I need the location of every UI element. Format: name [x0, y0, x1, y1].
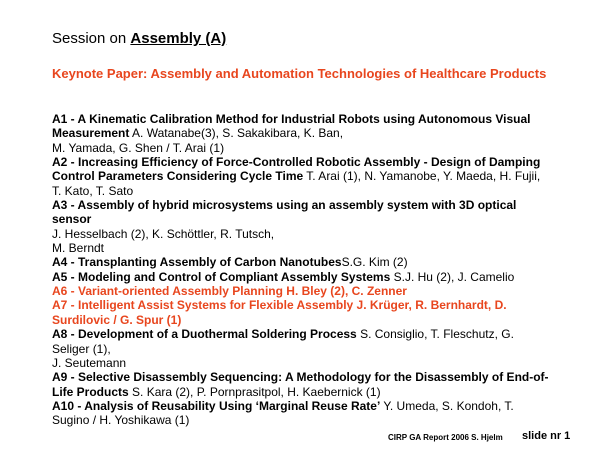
paper-authors-extra: T. Kato, T. Sato: [52, 183, 134, 198]
paper-authors-extra: M. Berndt: [52, 241, 105, 256]
paper-title: A1 - A Kinematic Calibration Method for Industrial Robots using Autonomous Visual Measurement: [52, 112, 531, 141]
paper-title: A8 - Development of a Duothermal Soldering Process: [52, 327, 357, 342]
paper-authors: Y. Umeda, S. Kondoh, T. Sugino / H. Yoshikawa (1): [52, 398, 514, 428]
paper-title: A4 - Transplanting Assembly of Carbon Nanotubes: [52, 255, 342, 270]
paper-title: A2 - Increasing Efficiency of Force-Controlled Robotic Assembly - Design of Damping Control Parameters Considering Cycle Time: [52, 155, 541, 184]
paper-title: A3 - Assembly of hybrid microsystems using an assembly system with 3D optical sensor: [52, 198, 517, 227]
paper-entry-highlight: A7 - Intelligent Assist Systems for Flexible Assembly J. Krüger, R. Bernhardt, D. Surdilovic / G. Spur (1): [52, 298, 507, 327]
paper-entry: [52, 198, 552, 227]
session-heading: [52, 30, 226, 48]
paper-entry: [52, 270, 552, 284]
paper-authors: S. Consiglio, T. Fleschutz, G. Seliger (1),: [52, 327, 514, 356]
paper-authors: S. Kara (2), P. Pornprasitpol, H. Kaebernick (1): [128, 384, 381, 399]
paper-entry-highlight: A6 - Variant-oriented Assembly Planning H. Bley (2), C. Zenner: [52, 284, 407, 299]
paper-entry: [52, 155, 552, 184]
paper-entry: [52, 112, 552, 141]
paper-authors: S.J. Hu (2), J. Camelio: [390, 269, 515, 284]
paper-authors-extra: M. Yamada, G. Shen / T. Arai (1): [52, 140, 225, 155]
footer-report: CIRP GA Report 2006 S. Hjelm: [388, 433, 503, 442]
session-topic: Assembly (A): [130, 30, 227, 47]
paper-entry: [52, 327, 552, 356]
paper-authors: S.G. Kim (2): [341, 255, 408, 270]
paper-list: [52, 112, 552, 428]
paper-title: A10 - Analysis of Reusability Using ‘Marginal Reuse Rate’: [52, 398, 381, 413]
paper-entry: [52, 255, 552, 269]
slide-number: slide nr 1: [522, 430, 571, 442]
paper-authors: T. Arai (1), N. Yamanobe, Y. Maeda, H. Fujii,: [303, 169, 541, 184]
paper-authors-extra: J. Hesselbach (2), K. Schöttler, R. Tutsch,: [52, 226, 275, 241]
paper-authors: A. Watanabe(3), S. Sakakibara, K. Ban,: [129, 126, 344, 141]
paper-title: A5 - Modeling and Control of Compliant Assembly Systems: [52, 269, 391, 284]
paper-authors-extra: J. Seutemann: [52, 355, 127, 370]
keynote-paper: Keynote Paper: Assembly and Automation Technologies of Healthcare Products: [52, 66, 547, 81]
paper-title: A9 - Selective Disassembly Sequencing: A Methodology for the Disassembly of End-of-Life Products: [52, 370, 549, 399]
paper-entry: [52, 399, 552, 428]
paper-entry: [52, 370, 552, 399]
session-prefix: Session on: [52, 30, 131, 47]
